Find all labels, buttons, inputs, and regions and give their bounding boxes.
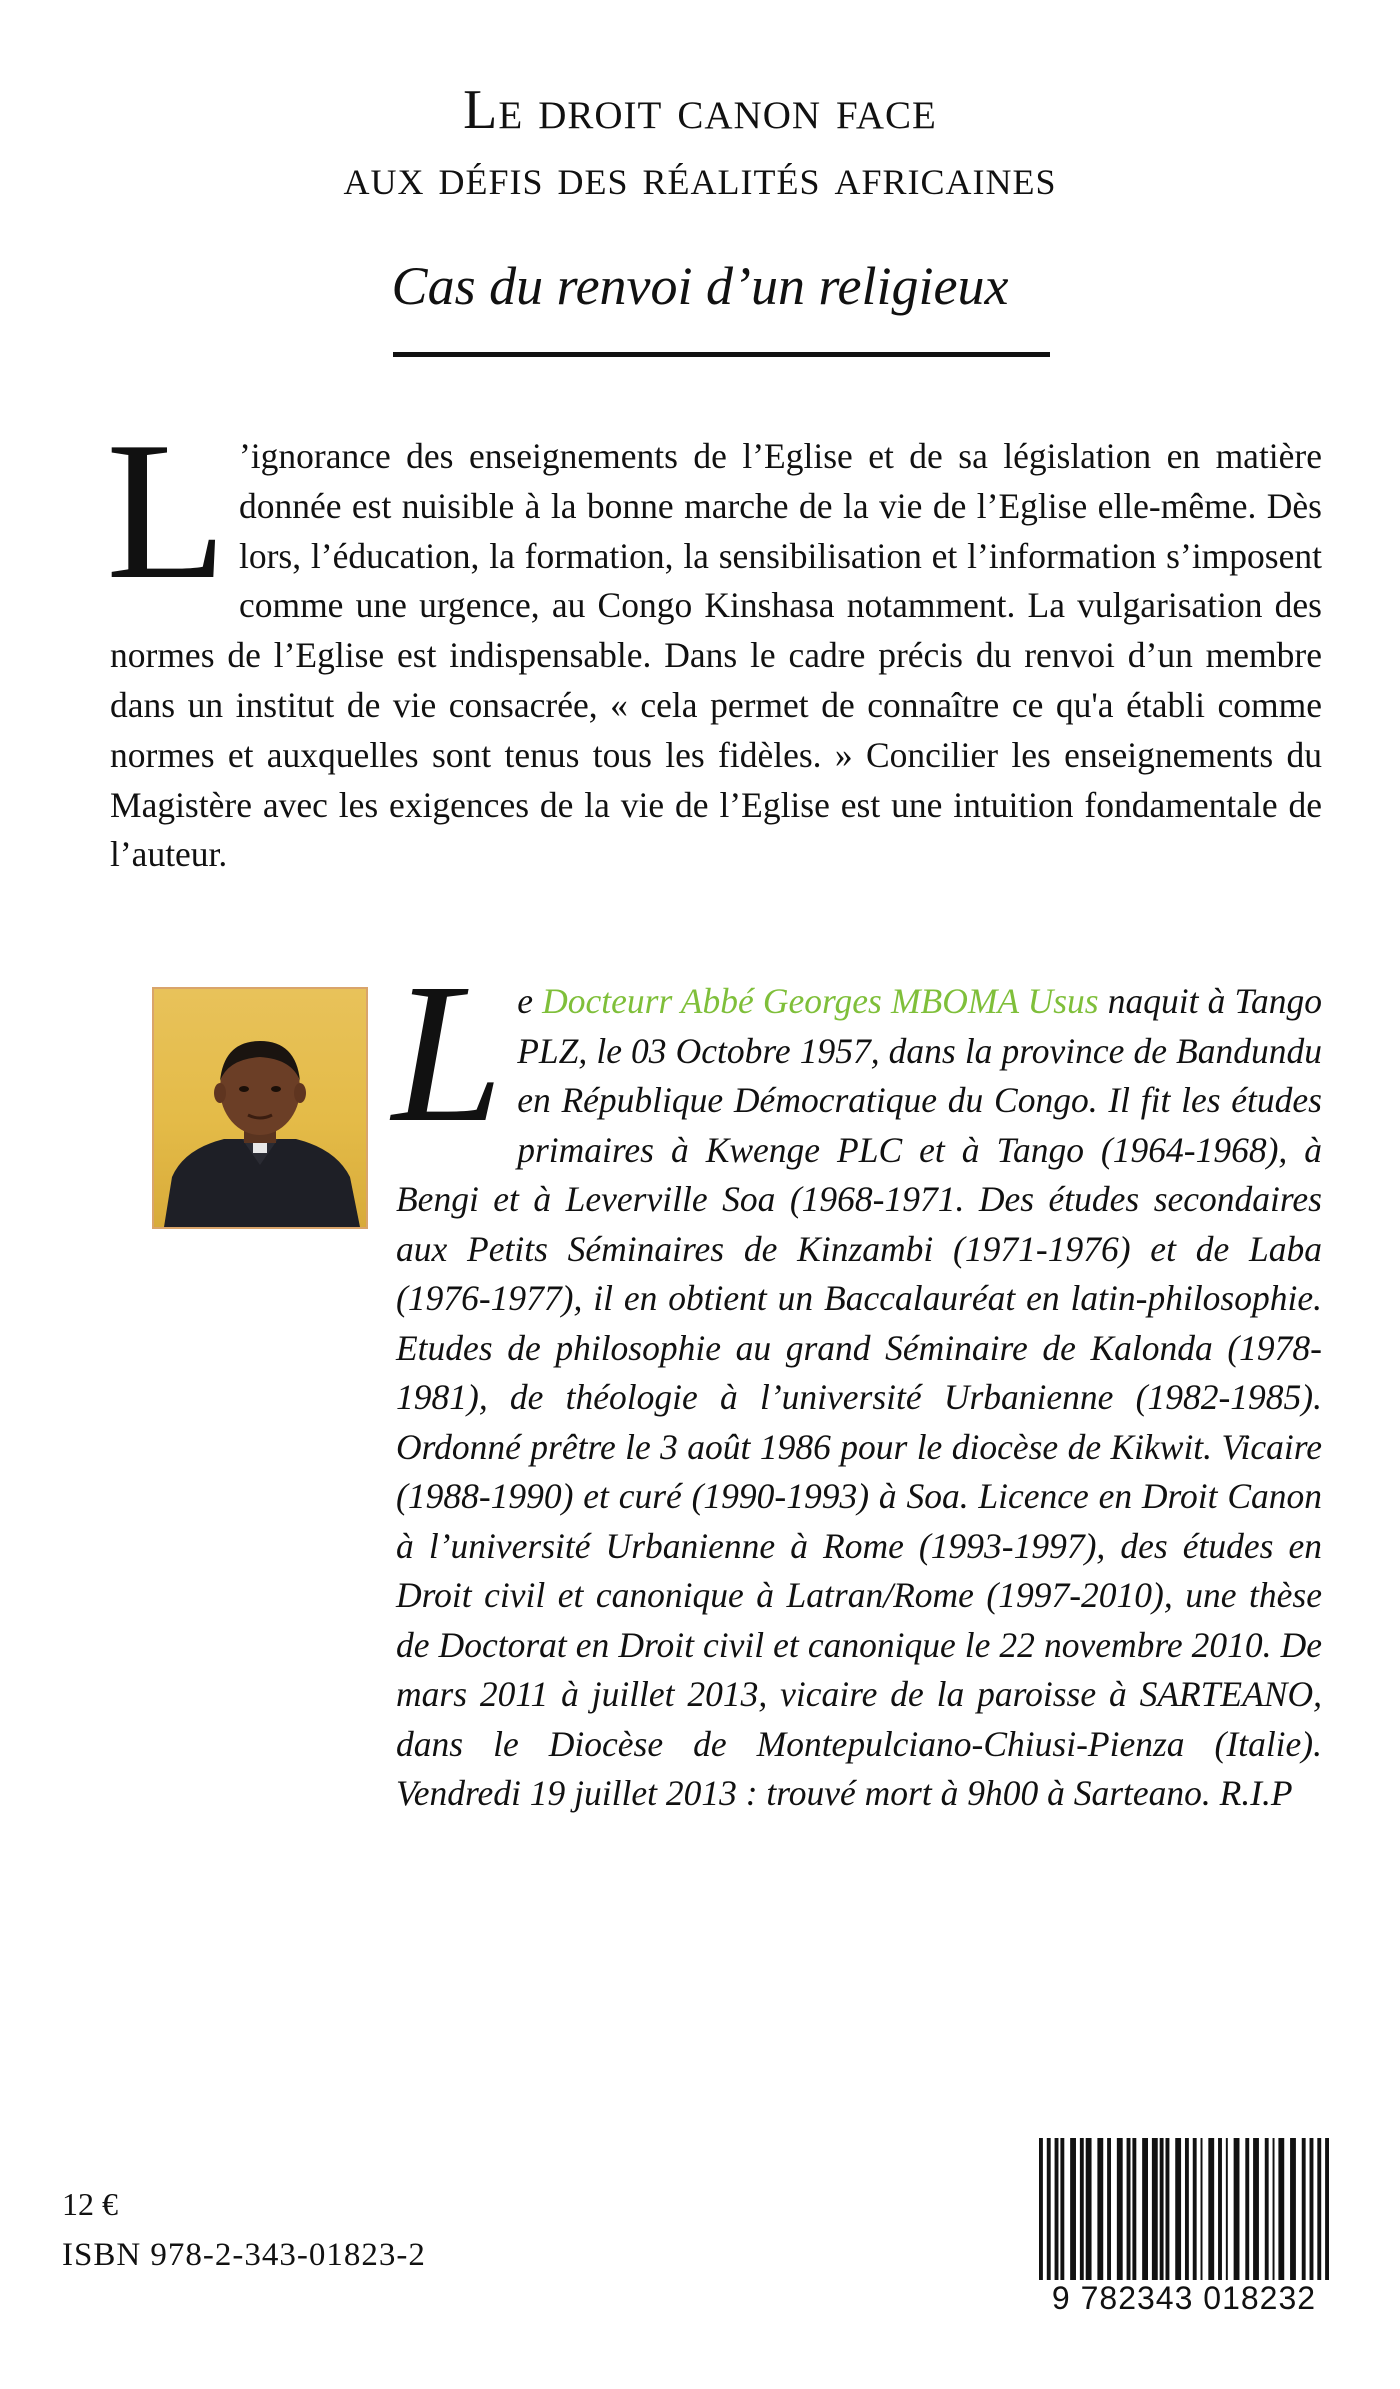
barcode-bar xyxy=(1070,2138,1076,2280)
barcode-bar xyxy=(1080,2138,1084,2280)
barcode-bar xyxy=(1097,2138,1103,2280)
barcode-bar xyxy=(1317,2138,1321,2280)
title-line-1: Le droit canon face xyxy=(463,79,937,141)
author-name: Docteurr Abbé Georges MBOMA Usus xyxy=(542,981,1099,1021)
barcode-bar xyxy=(1265,2138,1269,2280)
barcode-bar xyxy=(1193,2138,1197,2280)
barcode-bar xyxy=(1253,2138,1259,2280)
barcode-bar xyxy=(1142,2138,1148,2280)
barcode-bar xyxy=(1245,2138,1249,2280)
author-portrait-image xyxy=(154,989,366,1227)
barcode-bar xyxy=(1185,2138,1189,2280)
summary-dropcap: L xyxy=(106,401,227,620)
isbn: ISBN 978-2-343-01823-2 xyxy=(62,2237,426,2273)
barcode-bar xyxy=(1208,2138,1214,2280)
author-biography xyxy=(392,943,1322,1819)
price: 12 € xyxy=(62,2186,118,2222)
barcode-bar xyxy=(1127,2138,1131,2280)
barcode-bar xyxy=(1166,2138,1170,2280)
barcode-bar xyxy=(1152,2138,1158,2280)
barcode-bars xyxy=(1039,2138,1329,2280)
barcode-bar xyxy=(1290,2138,1296,2280)
barcode-bar xyxy=(1060,2138,1064,2280)
author-photo xyxy=(152,987,368,1229)
bio-prefix: e xyxy=(517,981,543,1021)
summary-text: ’ignorance des enseignements de l’Eglise et de sa législation en matière donnée est nuisible à la bonne marche de la vie de l’Eglise elle-même. Dès lors, l’éducation, la formation, la sensibilisation et l’information s’imposent comme une urgence, au Congo Kinshasa notamment. La vulgarisation des normes de l’Eglise est indispensable. Dans le cadre précis du renvoi d’un membre dans un institut de vie consacrée, « cela permet de connaître ce qu'a établi comme normes et auxquelles sont tenus tous les fidèles. » Concilier les enseignements du Magistère avec les exigences de la vie de l’Eglise est une intuition fondamentale de l’auteur. xyxy=(110,436,1322,875)
barcode-bar xyxy=(1039,2138,1043,2280)
barcode-bar xyxy=(1302,2138,1306,2280)
barcode-bar xyxy=(1201,2138,1203,2280)
barcode-bar xyxy=(1273,2138,1275,2280)
title-line-2: aux défis des réalités africaines xyxy=(343,149,1057,206)
barcode-bar xyxy=(1310,2138,1314,2280)
barcode-bar xyxy=(1055,2138,1059,2280)
bio-text: naquit à Tango PLZ, le 03 Octobre 1957, dans la province de Bandundu en République Démocratique du Congo. Il fit les études primaires à Kwenge PLC et à Tango (1964-1968), à Bengi et à Leverville Soa (1968-1971. Des études secondaires aux Petits Séminaires de Kinzambi (1971-1976) et de Laba (1976-1977), il en obtient un Baccalauréat en latin-philosophie. Etudes de philosophie au grand Séminaire de Kalonda (1978-1981), de théologie à l’université Urbanienne (1982-1985). Ordonné prêtre le 3 août 1986 pour le diocèse de Kikwit. Vicaire (1988-1990) et curé (1990-1993) à Soa. Licence en Droit Canon à l’université Urbanienne à Rome (1993-1997), des études en Droit civil et canonique à Latran/Rome (1997-2010), une thèse de Doctorat en Droit civil et canonique le 22 novembre 2010. De mars 2011 à juillet 2013, vicaire de la paroisse à SARTEANO, dans le Diocèse de Montepulciano-Chiusi-Pienza (Italie). Vendredi 19 juillet 2013 : trouvé mort à 9h00 à Sarteano. R.I.P xyxy=(396,981,1322,1813)
title-divider xyxy=(393,352,1050,357)
book-summary xyxy=(106,401,1322,880)
barcode-bar xyxy=(1117,2138,1123,2280)
barcode-bar xyxy=(1086,2138,1092,2280)
barcode-bar xyxy=(1218,2138,1222,2280)
barcode-bar xyxy=(1278,2138,1284,2280)
barcode-bar xyxy=(1047,2138,1051,2280)
barcode xyxy=(1039,2138,1329,2322)
barcode-bar xyxy=(1107,2138,1111,2280)
subtitle: Cas du renvoi d’un religieux xyxy=(391,256,1009,316)
barcode-bar xyxy=(1226,2138,1228,2280)
barcode-bar xyxy=(1234,2138,1240,2280)
barcode-bar xyxy=(1175,2138,1181,2280)
barcode-digits: 9 782343 018232 xyxy=(1051,2280,1317,2316)
barcode-bar xyxy=(1132,2138,1136,2280)
barcode-bar xyxy=(1160,2138,1164,2280)
bio-dropcap: L xyxy=(392,943,504,1164)
barcode-bar xyxy=(1325,2138,1329,2280)
